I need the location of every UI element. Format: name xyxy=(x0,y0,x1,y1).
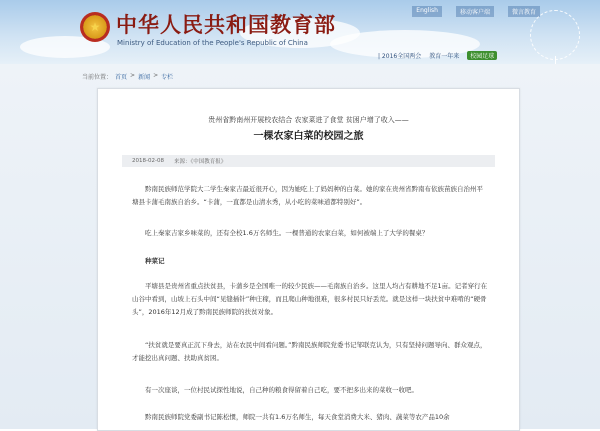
emblem-star: ★ xyxy=(89,20,101,34)
dandelion-icon xyxy=(530,10,580,60)
article-paragraph: 黔南民族师院党委副书记陈松惯，师院一共有1.6万名师生，每天食堂消费大米、猪肉、蔬菜等农产品10余 xyxy=(145,413,450,421)
dandelion-stem xyxy=(555,56,556,64)
education-year-link[interactable]: 教育一年来 xyxy=(429,53,460,60)
national-emblem-icon xyxy=(80,12,110,42)
section-heading: 种菜记 xyxy=(145,257,165,265)
breadcrumb-prefix: 当前位置： xyxy=(82,74,113,81)
breadcrumb-news[interactable]: 新闻 xyxy=(138,74,151,81)
article-meta xyxy=(122,155,495,167)
article-paragraph: “扶贫就是要真正沉下身去，站在农民中间看问题。”黔南民族师院党委书记邹联克认为，只有坚持问题导向、群众观点，才能挖出真问题、扶助真贫困。 xyxy=(132,341,487,362)
weiyan-education-link[interactable]: 微言教育 xyxy=(508,6,540,17)
campus-football-link[interactable]: 校园足球 xyxy=(467,51,497,60)
article-title: 一棵农家白菜的校园之旅 xyxy=(253,131,364,142)
breadcrumb-separator: > xyxy=(153,72,159,79)
breadcrumb-separator: > xyxy=(130,72,136,79)
article-paragraph: 有一次座谈，一位村民试探性地说，自己种的粮食得留着自己吃，要不把多出来的菜收一收吧。 xyxy=(145,386,418,394)
top-links xyxy=(412,6,540,17)
article-kicker: 贵州省黔南州开展校农结合 农家菜进了食堂 贫困户增了收入—— xyxy=(208,116,409,124)
mobile-client-link[interactable]: 移动客户端 xyxy=(456,6,494,17)
breadcrumb-home[interactable]: 首页 xyxy=(115,74,128,81)
article-source: 来源：《中国教育报》 xyxy=(173,159,227,165)
article-date: 2018-02-08 xyxy=(132,158,164,164)
breadcrumb xyxy=(82,72,173,81)
sub-links xyxy=(378,51,497,60)
article-container xyxy=(97,88,520,431)
site-title[interactable]: 中华人民共和国教育部 xyxy=(116,13,336,37)
article-paragraph: 吃上秦家吉家乡味菜的，还有全校1.6万名师生。一棵普通的农家白菜，如何被端上了大学的餐桌？ xyxy=(145,229,429,237)
two-sessions-link[interactable]: | 2016全国两会 xyxy=(378,53,422,60)
site-subtitle: Ministry of Education of the People's Republic of China xyxy=(117,39,308,47)
article-paragraph: 黔南民族师范学院大二学生秦家吉最近很开心，因为她吃上了妈妈种的白菜。她的家在贵州省黔南布依族苗族自治州平塘县卡蒲毛南族自治乡。“卡蒲，一直都是山清水秀，从小吃的菜味道都特别好”。 xyxy=(132,185,483,206)
article-paragraph: 平塘县是贵州省重点扶贫县，卡蒲乡是全国唯一的较少民族——毛南族自治乡。这里人均占有耕地不足1亩。记者穿行在山谷中看到，山坡上石头中间“见缝插针”种庄稼，而且爬山种地很难，很多村民只好丢荒。就是这样一块扶贫中难啃的“硬骨头”，2016年12月成了黔南民族师院的扶贫对象。 xyxy=(132,282,488,316)
breadcrumb-column[interactable]: 专栏 xyxy=(161,74,174,81)
english-link[interactable]: English xyxy=(412,6,442,17)
